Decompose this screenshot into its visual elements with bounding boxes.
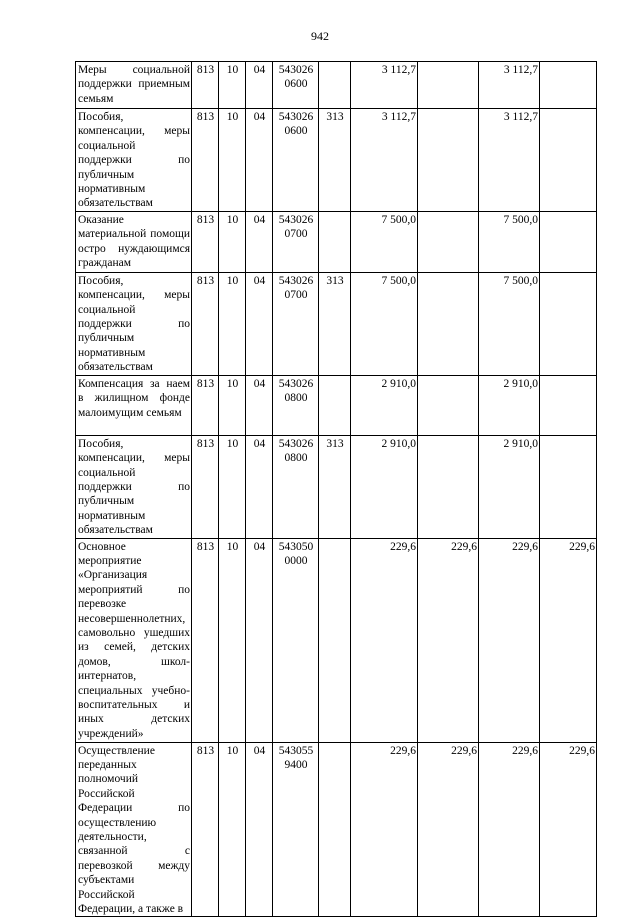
target-code-part-1: 543026	[278, 64, 314, 76]
cell-amount-1: 2 910,0	[351, 435, 418, 538]
cell-amount-1: 3 112,7	[351, 62, 418, 109]
target-code-part-1: 543026	[278, 437, 314, 450]
cell-amount-1: 229,6	[351, 742, 418, 917]
cell-target-code	[273, 435, 319, 538]
cell-section: 10	[219, 435, 246, 538]
cell-ved: 813	[192, 742, 219, 917]
cell-subsection: 04	[246, 375, 273, 435]
cell-amount-4	[540, 109, 597, 212]
target-code-part-2: 0800	[284, 452, 308, 465]
cell-amount-3: 2 910,0	[479, 375, 540, 435]
cell-section: 10	[219, 109, 246, 212]
cell-amount-2	[418, 375, 479, 435]
row-name: Компенсация за наем в жилищном фонде малоимущим семьям	[76, 375, 192, 435]
cell-amount-2	[418, 211, 479, 272]
row-name: Основное мероприятие «Организация мероприятий по перевозке несовершеннолетних, самовольно ушедших из семей, детских домов, школ-интернатов, специальных учебно-воспитательных и иных детских учреждений»	[76, 538, 192, 742]
target-code-part-2: 0700	[284, 289, 308, 302]
row-name: Меры социальной поддержки приемным семьям	[76, 62, 192, 109]
table-row	[76, 109, 597, 212]
cell-amount-2	[418, 272, 479, 375]
cell-subsection: 04	[246, 211, 273, 272]
table-row	[76, 538, 597, 742]
cell-ved: 813	[192, 538, 219, 742]
cell-amount-1: 2 910,0	[351, 375, 418, 435]
cell-amount-4: 229,6	[540, 538, 597, 742]
cell-amount-4	[540, 211, 597, 272]
table-row	[76, 211, 597, 272]
cell-expense-type	[319, 211, 351, 272]
cell-subsection: 04	[246, 538, 273, 742]
cell-section: 10	[219, 272, 246, 375]
target-code-part-1: 543055	[278, 744, 314, 757]
cell-amount-3: 229,6	[479, 538, 540, 742]
target-code-part-1: 543050	[278, 540, 314, 553]
cell-section: 10	[219, 211, 246, 272]
cell-amount-2	[418, 62, 479, 109]
cell-target-code	[273, 272, 319, 375]
cell-amount-4	[540, 62, 597, 109]
cell-amount-2: 229,6	[418, 742, 479, 917]
target-code-part-2: 0800	[284, 392, 308, 405]
table-row	[76, 62, 597, 109]
cell-section: 10	[219, 375, 246, 435]
cell-ved: 813	[192, 375, 219, 435]
row-name: Оказание материальной помощи остро нуждающимся гражданам	[76, 211, 192, 272]
cell-amount-3: 3 112,7	[479, 109, 540, 212]
target-code-part-1: 543026	[278, 377, 314, 390]
cell-amount-1: 7 500,0	[351, 211, 418, 272]
cell-expense-type: 313	[319, 272, 351, 375]
cell-ved: 813	[192, 272, 219, 375]
cell-target-code	[273, 375, 319, 435]
target-code-part-1: 543026	[278, 274, 314, 287]
cell-target-code	[273, 211, 319, 272]
target-code-part-2: 0700	[284, 228, 308, 241]
page-number: 942	[311, 29, 329, 43]
row-name: Пособия, компенсации, меры социальной поддержки по публичным нормативным обязательствам	[76, 109, 192, 212]
cell-amount-4	[540, 375, 597, 435]
cell-ved: 813	[192, 211, 219, 272]
cell-amount-1: 7 500,0	[351, 272, 418, 375]
cell-expense-type	[319, 538, 351, 742]
target-code-part-2: 0600	[284, 125, 308, 138]
cell-amount-3: 229,6	[479, 742, 540, 917]
cell-subsection: 04	[246, 742, 273, 917]
cell-amount-4	[540, 435, 597, 538]
cell-target-code	[273, 109, 319, 212]
cell-ved: 813	[192, 62, 219, 109]
cell-expense-type	[319, 375, 351, 435]
cell-target-code	[273, 538, 319, 742]
cell-expense-type: 313	[319, 109, 351, 212]
row-name: Пособия, компенсации, меры социальной поддержки по публичным нормативным обязательствам	[76, 272, 192, 375]
budget-table	[75, 61, 597, 917]
table-row	[76, 435, 597, 538]
cell-expense-type: 313	[319, 435, 351, 538]
target-code-part-2: 9400	[284, 758, 308, 771]
target-code-part-1: 543026	[278, 213, 314, 226]
cell-amount-1: 229,6	[351, 538, 418, 742]
cell-amount-3: 2 910,0	[479, 435, 540, 538]
cell-amount-4	[540, 272, 597, 375]
cell-section: 10	[219, 742, 246, 917]
cell-amount-2	[418, 435, 479, 538]
target-code-part-2: 0600	[284, 78, 308, 91]
table-row	[76, 742, 597, 917]
cell-amount-1: 3 112,7	[351, 109, 418, 212]
table-row	[76, 375, 597, 435]
cell-subsection: 04	[246, 272, 273, 375]
cell-section: 10	[219, 62, 246, 109]
cell-amount-2: 229,6	[418, 538, 479, 742]
cell-amount-3: 7 500,0	[479, 211, 540, 272]
row-name: Осуществление переданных полномочий Российской Федерации по осуществлению деятельности, связанной с перевозкой между субъектами Российской Федерации, а также в	[76, 742, 192, 917]
target-code-part-1: 543026	[278, 111, 314, 123]
cell-subsection: 04	[246, 109, 273, 212]
cell-amount-4: 229,6	[540, 742, 597, 917]
cell-target-code	[273, 742, 319, 917]
cell-amount-3: 3 112,7	[479, 62, 540, 109]
cell-target-code	[273, 62, 319, 109]
cell-expense-type	[319, 62, 351, 109]
cell-amount-3: 7 500,0	[479, 272, 540, 375]
cell-expense-type	[319, 742, 351, 917]
cell-subsection: 04	[246, 62, 273, 109]
row-name: Пособия, компенсации, меры социальной поддержки по публичным нормативным обязательствам	[76, 435, 192, 538]
target-code-part-2: 0000	[284, 554, 308, 567]
cell-amount-2	[418, 109, 479, 212]
table-row	[76, 272, 597, 375]
cell-ved: 813	[192, 109, 219, 212]
cell-ved: 813	[192, 435, 219, 538]
cell-subsection: 04	[246, 435, 273, 538]
cell-section: 10	[219, 538, 246, 742]
